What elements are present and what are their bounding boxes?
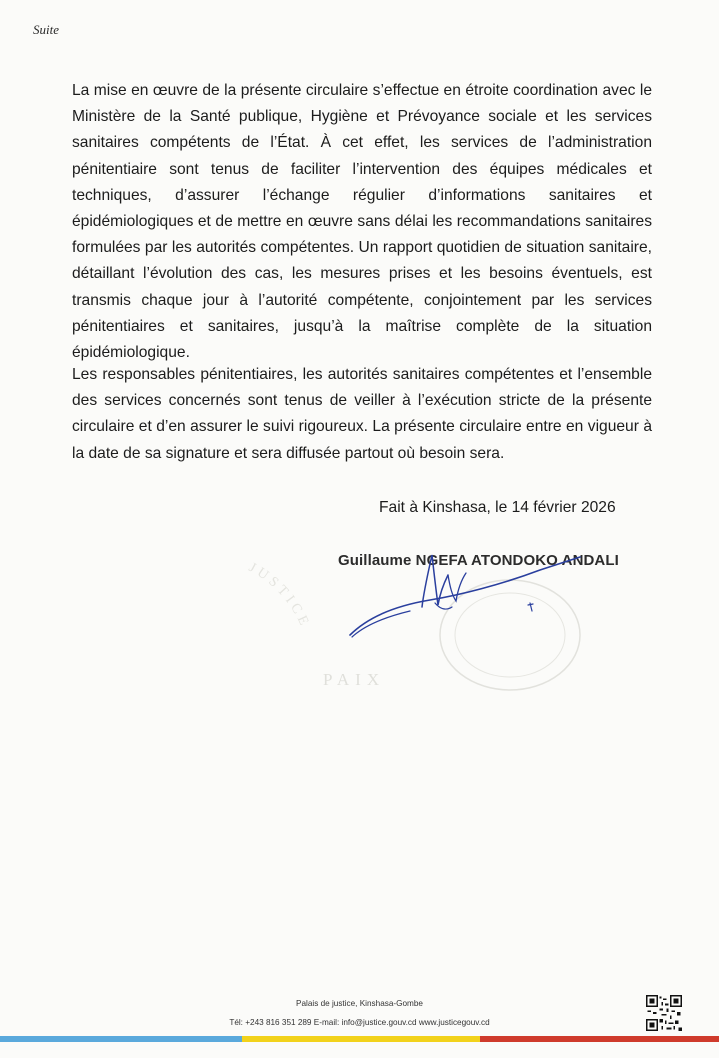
flag-blue-segment — [0, 1036, 242, 1042]
footer-contact: Tél: +243 816 351 289 E-mail: info@justice.gouv.cd www.justicegouv.cd — [229, 1018, 490, 1027]
signatory-name: Guillaume NGEFA ATONDOKO ANDALI — [338, 552, 619, 569]
qr-code-icon[interactable] — [646, 995, 682, 1031]
seal-bottom-text: PAIX — [323, 670, 386, 689]
seal-top-text: JUSTICE — [246, 560, 313, 632]
footer-address: Palais de justice, Kinshasa-Gombe — [296, 999, 423, 1008]
body-paragraph-2: Les responsables pénitentiaires, les autorités sanitaires compétentes et l’ensemble des services concernés sont tenus de veiller à l’exécution stricte de la présente circulaire et d’en assurer le suivi rigoureux. La présente circulaire entre en vigueur à la date de sa signature et sera diffusée partout où besoin sera. — [72, 366, 652, 462]
flag-yellow-segment — [242, 1036, 480, 1042]
continuation-label: Suite — [33, 22, 59, 37]
body-paragraph-1: La mise en œuvre de la présente circulaire s’effectue en étroite coordination avec le Ministère de la Santé publique, Hygiène et Prévoyance sociale et les services sanitaires compétents de l’État. À cet effet, les services de l’administration pénitentiaire sont tenus de faciliter l’intervention des équipes médicales et techniques, d’assurer l’échange régulier d’informations sanitaires et épidémiologiques et de mettre en œuvre sans délai les recommandations sanitaires formulées par les autorités compétentes. Un rapport quotidien de situation sanitaire, détaillant l’évolution des cas, les mesures prises et les besoins éventuels, est transmis chaque jour à l’autorité compétente, conjointement par les services pénitentiaires et sanitaires, jusqu’à la maîtrise complète de la situation épidémiologique. — [72, 82, 652, 362]
place-date: Fait à Kinshasa, le 14 février 2026 — [379, 499, 616, 516]
flag-red-segment — [480, 1036, 719, 1042]
svg-text:JUSTICE — [246, 560, 312, 631]
official-stamp — [400, 575, 585, 700]
national-colors-bar — [0, 1036, 719, 1042]
